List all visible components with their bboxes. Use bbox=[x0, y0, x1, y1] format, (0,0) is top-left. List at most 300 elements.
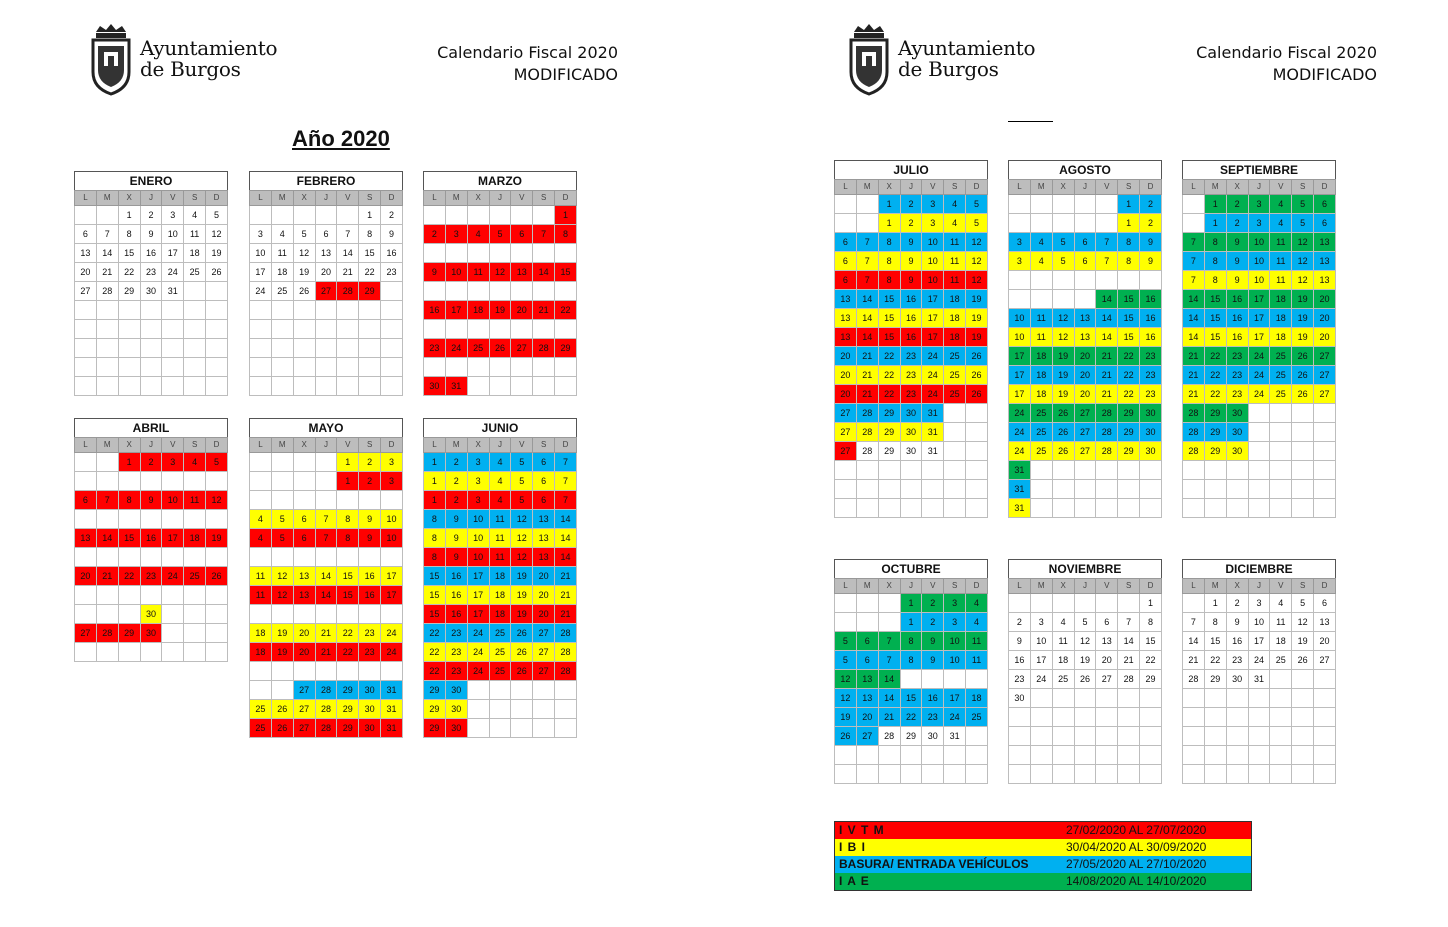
day-cell bbox=[293, 320, 315, 339]
day-cell: 15 bbox=[1204, 290, 1226, 309]
day-cell: 8 bbox=[878, 233, 900, 252]
week-row bbox=[75, 624, 228, 643]
day-cell: 25 bbox=[944, 347, 966, 366]
day-cell bbox=[1118, 727, 1140, 746]
day-cell: 20 bbox=[856, 708, 878, 727]
day-cell: 13 bbox=[1074, 328, 1096, 347]
day-cell: 17 bbox=[1009, 347, 1031, 366]
day-cell: 3 bbox=[162, 206, 184, 225]
week-row bbox=[835, 195, 988, 214]
day-cell bbox=[184, 320, 206, 339]
day-cell: 11 bbox=[271, 244, 293, 263]
day-cell: 28 bbox=[555, 662, 577, 681]
month-abril bbox=[74, 418, 228, 662]
day-cell: 22 bbox=[1204, 385, 1226, 404]
day-cell bbox=[533, 719, 555, 738]
day-cell: 15 bbox=[424, 586, 446, 605]
day-cell bbox=[271, 548, 293, 567]
day-cell bbox=[1096, 727, 1118, 746]
day-cell: 16 bbox=[445, 567, 467, 586]
weekday-header: X bbox=[878, 579, 900, 594]
day-cell bbox=[900, 670, 922, 689]
day-cell bbox=[1314, 480, 1336, 499]
day-cell bbox=[966, 461, 988, 480]
day-cell: 22 bbox=[1118, 385, 1140, 404]
day-cell bbox=[1140, 708, 1162, 727]
week-row bbox=[424, 263, 577, 282]
day-cell: 30 bbox=[922, 727, 944, 746]
day-cell: 2 bbox=[1226, 594, 1248, 613]
day-cell: 1 bbox=[878, 214, 900, 233]
day-cell: 4 bbox=[1052, 613, 1074, 632]
day-cell bbox=[1248, 765, 1270, 784]
day-cell: 17 bbox=[1248, 290, 1270, 309]
day-cell: 29 bbox=[1118, 404, 1140, 423]
day-cell: 20 bbox=[1314, 328, 1336, 347]
day-cell: 19 bbox=[966, 328, 988, 347]
day-cell bbox=[878, 499, 900, 518]
day-cell: 24 bbox=[1009, 404, 1031, 423]
day-cell bbox=[1314, 423, 1336, 442]
week-row bbox=[1183, 746, 1336, 765]
day-cell bbox=[1074, 461, 1096, 480]
day-cell: 11 bbox=[489, 548, 511, 567]
day-cell: 10 bbox=[467, 548, 489, 567]
day-cell bbox=[1052, 271, 1074, 290]
day-cell bbox=[1292, 461, 1314, 480]
month-grid bbox=[423, 190, 577, 396]
day-cell: 15 bbox=[555, 263, 577, 282]
day-cell bbox=[359, 320, 381, 339]
legend-dates: 30/04/2020 AL 30/09/2020 bbox=[1066, 840, 1207, 854]
day-cell bbox=[489, 244, 511, 263]
legend-row-iae bbox=[835, 873, 1251, 890]
day-cell bbox=[381, 491, 403, 510]
weekday-header: S bbox=[184, 438, 206, 453]
day-cell: 19 bbox=[293, 263, 315, 282]
day-cell bbox=[184, 339, 206, 358]
week-row bbox=[1183, 480, 1336, 499]
day-cell: 16 bbox=[140, 244, 162, 263]
day-cell: 12 bbox=[271, 586, 293, 605]
day-cell: 1 bbox=[337, 472, 359, 491]
day-cell: 8 bbox=[878, 271, 900, 290]
day-cell: 4 bbox=[250, 529, 272, 548]
weekday-header: X bbox=[118, 438, 140, 453]
day-cell: 8 bbox=[1140, 613, 1162, 632]
day-cell bbox=[1226, 727, 1248, 746]
day-cell: 18 bbox=[250, 624, 272, 643]
day-cell bbox=[250, 681, 272, 700]
day-cell: 2 bbox=[445, 453, 467, 472]
day-cell: 25 bbox=[489, 624, 511, 643]
month-enero bbox=[74, 171, 228, 396]
day-cell: 2 bbox=[424, 225, 446, 244]
day-cell bbox=[162, 301, 184, 320]
day-cell: 14 bbox=[96, 529, 118, 548]
day-cell bbox=[206, 548, 228, 567]
day-cell: 1 bbox=[337, 453, 359, 472]
day-cell bbox=[337, 662, 359, 681]
day-cell bbox=[184, 472, 206, 491]
day-cell bbox=[1292, 765, 1314, 784]
week-row bbox=[75, 225, 228, 244]
day-cell: 2 bbox=[922, 594, 944, 613]
day-cell bbox=[1248, 461, 1270, 480]
day-cell: 7 bbox=[555, 453, 577, 472]
day-cell: 2 bbox=[922, 613, 944, 632]
day-cell: 3 bbox=[467, 472, 489, 491]
legend-dates: 27/05/2020 AL 27/10/2020 bbox=[1066, 857, 1207, 871]
day-cell: 28 bbox=[315, 719, 337, 738]
week-row bbox=[835, 594, 988, 613]
day-cell: 1 bbox=[1140, 594, 1162, 613]
week-row bbox=[250, 472, 403, 491]
day-cell: 21 bbox=[1183, 347, 1205, 366]
day-cell bbox=[1030, 290, 1052, 309]
day-cell bbox=[835, 613, 857, 632]
day-cell: 8 bbox=[337, 510, 359, 529]
week-row bbox=[835, 480, 988, 499]
day-cell: 12 bbox=[206, 491, 228, 510]
day-cell bbox=[1074, 708, 1096, 727]
day-cell: 21 bbox=[856, 347, 878, 366]
week-row bbox=[250, 206, 403, 225]
week-row bbox=[1183, 670, 1336, 689]
day-cell: 16 bbox=[359, 586, 381, 605]
day-cell bbox=[271, 453, 293, 472]
day-cell bbox=[75, 301, 97, 320]
day-cell bbox=[271, 301, 293, 320]
day-cell bbox=[533, 681, 555, 700]
day-cell: 13 bbox=[1314, 252, 1336, 271]
day-cell: 19 bbox=[511, 567, 533, 586]
week-row bbox=[835, 252, 988, 271]
week-row bbox=[424, 225, 577, 244]
weekday-header: L bbox=[250, 191, 272, 206]
day-cell: 3 bbox=[1009, 252, 1031, 271]
day-cell bbox=[424, 320, 446, 339]
day-cell bbox=[1292, 480, 1314, 499]
day-cell: 23 bbox=[140, 567, 162, 586]
day-cell: 13 bbox=[1074, 309, 1096, 328]
week-row bbox=[250, 225, 403, 244]
day-cell: 19 bbox=[489, 301, 511, 320]
day-cell bbox=[1248, 746, 1270, 765]
day-cell: 7 bbox=[315, 529, 337, 548]
day-cell: 20 bbox=[511, 301, 533, 320]
day-cell bbox=[966, 765, 988, 784]
day-cell: 31 bbox=[445, 377, 467, 396]
week-row bbox=[75, 282, 228, 301]
day-cell: 3 bbox=[381, 453, 403, 472]
weekday-header: J bbox=[140, 438, 162, 453]
day-cell: 6 bbox=[293, 510, 315, 529]
day-cell: 26 bbox=[1052, 423, 1074, 442]
day-cell bbox=[445, 206, 467, 225]
day-cell: 30 bbox=[900, 404, 922, 423]
day-cell bbox=[900, 746, 922, 765]
day-cell bbox=[1204, 461, 1226, 480]
day-cell: 10 bbox=[922, 271, 944, 290]
day-cell: 19 bbox=[206, 244, 228, 263]
day-cell bbox=[271, 491, 293, 510]
week-row bbox=[1009, 727, 1162, 746]
day-cell: 24 bbox=[1248, 347, 1270, 366]
week-row bbox=[424, 510, 577, 529]
day-cell: 9 bbox=[922, 651, 944, 670]
day-cell: 18 bbox=[184, 529, 206, 548]
day-cell: 2 bbox=[1226, 214, 1248, 233]
weekday-header: L bbox=[1009, 579, 1031, 594]
day-cell: 23 bbox=[445, 624, 467, 643]
week-row bbox=[250, 567, 403, 586]
day-cell: 18 bbox=[1270, 309, 1292, 328]
day-cell: 21 bbox=[555, 586, 577, 605]
day-cell bbox=[1292, 404, 1314, 423]
day-cell: 4 bbox=[1030, 233, 1052, 252]
day-cell: 13 bbox=[293, 567, 315, 586]
day-cell: 11 bbox=[1270, 613, 1292, 632]
week-row bbox=[1009, 385, 1162, 404]
weekday-header: J bbox=[900, 579, 922, 594]
day-cell: 5 bbox=[271, 529, 293, 548]
day-cell bbox=[1074, 499, 1096, 518]
day-cell: 23 bbox=[140, 263, 162, 282]
week-row bbox=[1183, 708, 1336, 727]
day-cell: 10 bbox=[381, 510, 403, 529]
week-row bbox=[250, 453, 403, 472]
day-cell: 28 bbox=[1096, 404, 1118, 423]
day-cell: 29 bbox=[424, 719, 446, 738]
day-cell bbox=[381, 548, 403, 567]
week-row bbox=[1009, 746, 1162, 765]
day-cell: 10 bbox=[467, 510, 489, 529]
day-cell: 7 bbox=[96, 225, 118, 244]
day-cell: 19 bbox=[1292, 309, 1314, 328]
day-cell bbox=[118, 339, 140, 358]
day-cell: 20 bbox=[293, 643, 315, 662]
day-cell: 18 bbox=[1270, 632, 1292, 651]
day-cell: 16 bbox=[900, 290, 922, 309]
day-cell bbox=[1270, 499, 1292, 518]
day-cell: 14 bbox=[555, 548, 577, 567]
day-cell: 26 bbox=[835, 727, 857, 746]
day-cell: 17 bbox=[381, 567, 403, 586]
day-cell bbox=[878, 480, 900, 499]
day-cell: 26 bbox=[293, 282, 315, 301]
week-row bbox=[835, 423, 988, 442]
day-cell: 13 bbox=[1314, 233, 1336, 252]
day-cell: 31 bbox=[381, 681, 403, 700]
day-cell: 23 bbox=[1009, 670, 1031, 689]
day-cell: 27 bbox=[1074, 404, 1096, 423]
weekday-header: J bbox=[1248, 180, 1270, 195]
day-cell: 30 bbox=[140, 624, 162, 643]
day-cell bbox=[250, 491, 272, 510]
week-row bbox=[424, 282, 577, 301]
day-cell: 23 bbox=[900, 347, 922, 366]
day-cell bbox=[424, 206, 446, 225]
day-cell: 12 bbox=[966, 252, 988, 271]
day-cell: 17 bbox=[1248, 309, 1270, 328]
day-cell: 19 bbox=[1292, 328, 1314, 347]
day-cell: 9 bbox=[1226, 271, 1248, 290]
weekday-header: M bbox=[856, 579, 878, 594]
day-cell bbox=[555, 700, 577, 719]
week-row bbox=[250, 339, 403, 358]
day-cell bbox=[1009, 594, 1031, 613]
day-cell: 11 bbox=[250, 586, 272, 605]
day-cell: 3 bbox=[1248, 594, 1270, 613]
weekday-header: M bbox=[96, 438, 118, 453]
weekday-header: M bbox=[271, 191, 293, 206]
day-cell: 19 bbox=[271, 624, 293, 643]
day-cell: 13 bbox=[856, 670, 878, 689]
day-cell bbox=[511, 320, 533, 339]
day-cell: 25 bbox=[944, 385, 966, 404]
day-cell: 8 bbox=[424, 529, 446, 548]
day-cell: 30 bbox=[1140, 404, 1162, 423]
legend-row-basura bbox=[835, 856, 1251, 873]
day-cell bbox=[489, 282, 511, 301]
day-cell bbox=[118, 358, 140, 377]
day-cell: 4 bbox=[944, 214, 966, 233]
day-cell: 25 bbox=[271, 282, 293, 301]
day-cell: 15 bbox=[1204, 632, 1226, 651]
month-grid bbox=[1008, 578, 1162, 784]
weekday-header: S bbox=[1118, 579, 1140, 594]
day-cell: 14 bbox=[555, 529, 577, 548]
day-cell bbox=[359, 377, 381, 396]
weekday-header: M bbox=[1204, 180, 1226, 195]
day-cell bbox=[511, 719, 533, 738]
day-cell bbox=[315, 605, 337, 624]
day-cell: 8 bbox=[118, 491, 140, 510]
day-cell bbox=[1052, 290, 1074, 309]
day-cell: 21 bbox=[1183, 366, 1205, 385]
day-cell bbox=[1074, 746, 1096, 765]
day-cell bbox=[250, 320, 272, 339]
day-cell bbox=[1226, 708, 1248, 727]
week-row bbox=[1009, 290, 1162, 309]
weekday-header: L bbox=[75, 438, 97, 453]
day-cell bbox=[856, 195, 878, 214]
day-cell: 31 bbox=[922, 423, 944, 442]
day-cell: 5 bbox=[271, 510, 293, 529]
day-cell bbox=[96, 301, 118, 320]
week-row bbox=[75, 491, 228, 510]
day-cell bbox=[1204, 708, 1226, 727]
day-cell bbox=[966, 499, 988, 518]
day-cell bbox=[140, 548, 162, 567]
day-cell bbox=[1118, 708, 1140, 727]
day-cell: 11 bbox=[944, 271, 966, 290]
day-cell bbox=[1183, 594, 1205, 613]
day-cell bbox=[1096, 480, 1118, 499]
day-cell: 6 bbox=[533, 453, 555, 472]
day-cell bbox=[337, 358, 359, 377]
month-julio bbox=[834, 160, 988, 518]
week-row bbox=[1183, 461, 1336, 480]
day-cell: 29 bbox=[1118, 442, 1140, 461]
day-cell: 30 bbox=[359, 700, 381, 719]
weekday-header: D bbox=[1314, 180, 1336, 195]
week-row bbox=[424, 206, 577, 225]
day-cell: 5 bbox=[835, 651, 857, 670]
day-cell bbox=[511, 700, 533, 719]
day-cell: 22 bbox=[878, 366, 900, 385]
day-cell bbox=[118, 586, 140, 605]
day-cell bbox=[1052, 708, 1074, 727]
day-cell bbox=[1052, 727, 1074, 746]
day-cell: 11 bbox=[467, 263, 489, 282]
day-cell bbox=[1226, 746, 1248, 765]
day-cell bbox=[944, 746, 966, 765]
day-cell: 13 bbox=[293, 586, 315, 605]
week-row bbox=[424, 320, 577, 339]
day-cell bbox=[1183, 708, 1205, 727]
day-cell: 18 bbox=[1030, 385, 1052, 404]
day-cell: 29 bbox=[337, 681, 359, 700]
weekday-header: V bbox=[1096, 180, 1118, 195]
day-cell bbox=[1096, 271, 1118, 290]
day-cell: 5 bbox=[1292, 214, 1314, 233]
day-cell: 9 bbox=[359, 529, 381, 548]
day-cell: 28 bbox=[555, 643, 577, 662]
day-cell bbox=[445, 244, 467, 263]
day-cell bbox=[184, 282, 206, 301]
day-cell bbox=[856, 765, 878, 784]
week-row bbox=[424, 377, 577, 396]
weekday-header: L bbox=[835, 180, 857, 195]
day-cell: 15 bbox=[1140, 632, 1162, 651]
week-row bbox=[424, 605, 577, 624]
day-cell: 25 bbox=[1030, 423, 1052, 442]
day-cell: 6 bbox=[293, 529, 315, 548]
day-cell: 13 bbox=[511, 263, 533, 282]
document-header-right bbox=[1177, 42, 1377, 86]
day-cell: 24 bbox=[381, 624, 403, 643]
day-cell: 17 bbox=[467, 567, 489, 586]
day-cell bbox=[293, 662, 315, 681]
day-cell: 29 bbox=[424, 681, 446, 700]
day-cell: 11 bbox=[184, 225, 206, 244]
day-cell bbox=[381, 320, 403, 339]
legend-name: I V T M bbox=[839, 823, 885, 837]
day-cell: 28 bbox=[1096, 442, 1118, 461]
day-cell: 23 bbox=[900, 366, 922, 385]
week-row bbox=[1183, 385, 1336, 404]
day-cell: 15 bbox=[424, 605, 446, 624]
coat-of-arms-icon bbox=[90, 22, 132, 96]
day-cell bbox=[1204, 746, 1226, 765]
week-row bbox=[250, 377, 403, 396]
day-cell bbox=[75, 339, 97, 358]
day-cell: 24 bbox=[467, 662, 489, 681]
weekday-header: D bbox=[381, 438, 403, 453]
day-cell: 5 bbox=[835, 632, 857, 651]
day-cell: 9 bbox=[359, 510, 381, 529]
day-cell bbox=[293, 301, 315, 320]
day-cell: 15 bbox=[118, 529, 140, 548]
week-row bbox=[75, 510, 228, 529]
day-cell: 3 bbox=[922, 195, 944, 214]
day-cell: 8 bbox=[1118, 252, 1140, 271]
day-cell: 27 bbox=[1314, 366, 1336, 385]
day-cell: 23 bbox=[445, 662, 467, 681]
week-row bbox=[75, 548, 228, 567]
